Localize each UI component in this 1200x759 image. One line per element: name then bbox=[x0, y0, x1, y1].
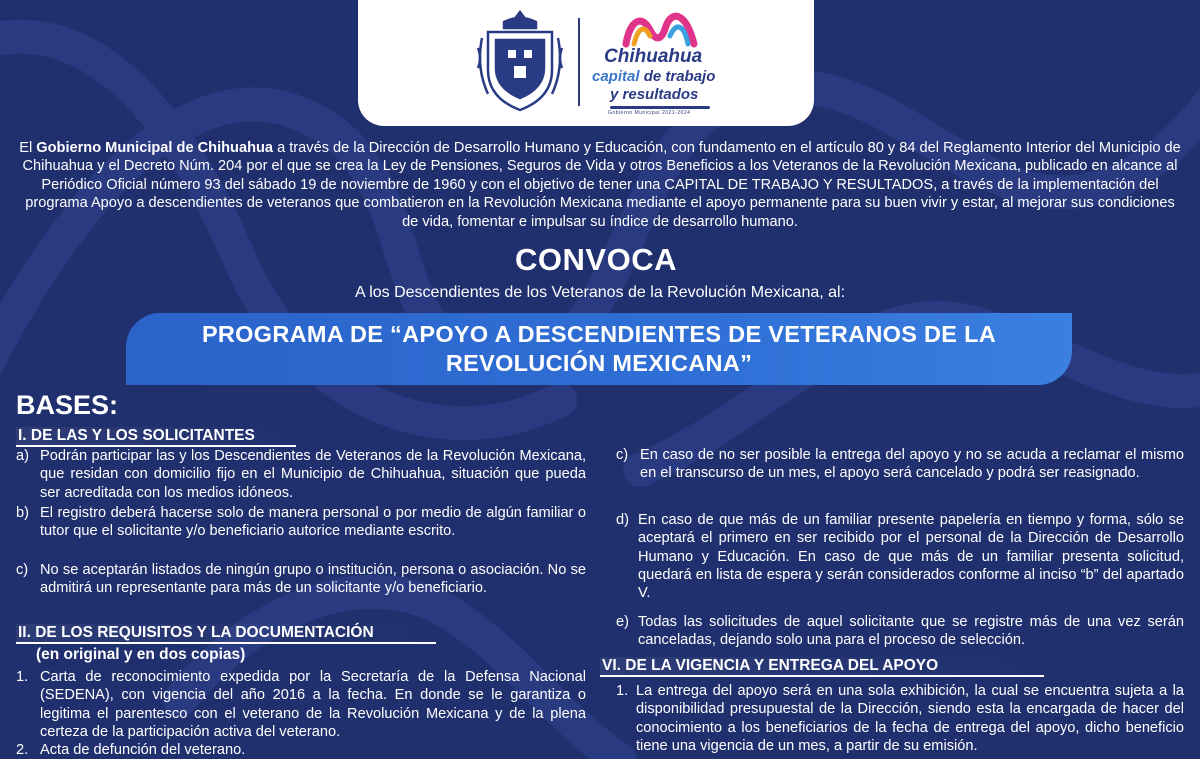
program-title-line1: PROGRAMA DE “APOYO A DESCENDIENTES DE VETERANOS DE LA bbox=[201, 321, 997, 347]
section-heading-requisitos: II. DE LOS REQUISITOS Y LA DOCUMENTACIÓN bbox=[16, 624, 436, 644]
item-marker: a) bbox=[16, 448, 29, 464]
list-item bbox=[16, 447, 586, 502]
brand-accent-word: capital bbox=[592, 68, 640, 85]
intro-body: a través de la Dirección de Desarrollo Humano y Educación, con fundamento en el artículo 80 y 84 del Reglamento Interior del Municipio de Chihuahua y el Decreto Núm. 204 por el que se crea la Ley de Pensiones, Seguros de Vida y otros Beneficios a los Veteranos de la Revolución Mexicana, publicado en alcance al Periódico Oficial número 93 del sábado 19 de noviembre de 1960 y con el objetivo de tener una CAPITAL DE TRABAJO Y RESULTADOS, a través de la implementación del programa Apoyo a descendientes de veteranos que combatieron en la Revolución Mexicana mediante el apoyo permanente para su buen vivir y estar, al mejorar sus condiciones de vida, fomentar e impulsar su índice de desarrollo humano. bbox=[22, 140, 1181, 230]
item-text: En caso de no ser posible la entrega del apoyo y no se acuda a reclamar el mismo en el transcurso de un mes, el apoyo será cancelado y podrá ser reasignado. bbox=[640, 447, 1184, 482]
brand-line2-rest: de trabajo bbox=[643, 68, 716, 85]
list-item bbox=[616, 511, 1184, 602]
item-marker: d) bbox=[616, 512, 629, 528]
program-title-line2: REVOLUCIÓN MEXICANA” bbox=[445, 350, 753, 376]
program-title-banner bbox=[126, 313, 1072, 385]
item-marker: b) bbox=[16, 505, 29, 521]
item-marker: 1. bbox=[16, 669, 29, 685]
item-marker: c) bbox=[616, 447, 629, 463]
list-item bbox=[616, 446, 1184, 483]
item-marker: 2. bbox=[16, 742, 29, 758]
brand-name-line1: Chihuahua bbox=[604, 46, 703, 67]
item-text: Carta de reconocimiento expedida por la Secretaría de la Defensa Nacional (SEDENA), con vigencia del año 2016 a la fecha. En donde se le garantiza o legitima el parentesco con el veterano de la Revolución Mexicana y de la plena certeza de la participación activa del veterano. bbox=[40, 669, 586, 740]
item-marker: 1. bbox=[616, 683, 629, 699]
convoca-subtitle: A los Descendientes de los Veteranos de la Revolución Mexicana, al: bbox=[354, 284, 846, 301]
item-text: El registro deberá hacerse solo de manera personal o por medio de algún familiar o tutor que el solicitante y/o beneficiario autorice mediante escrito. bbox=[40, 505, 586, 540]
list-item bbox=[16, 504, 586, 541]
coat-of-arms-icon bbox=[474, 8, 566, 116]
item-text: No se aceptarán listados de ningún grupo o institución, persona o asociación. No se admitirá un representante para más de un solicitante y/o beneficiario. bbox=[40, 562, 586, 597]
brand-name-line3: y resultados bbox=[610, 86, 699, 103]
intro-paragraph bbox=[16, 139, 1184, 231]
header-logo-card bbox=[358, 0, 814, 126]
section-heading-solicitantes: I. DE LAS Y LOS SOLICITANTES bbox=[16, 427, 296, 447]
list-item bbox=[16, 741, 586, 759]
bases-heading: BASES: bbox=[16, 390, 119, 420]
logo-divider bbox=[578, 18, 580, 106]
section-heading-vigencia: VI. DE LA VIGENCIA Y ENTREGA DEL APOYO bbox=[600, 657, 1044, 677]
section-subheading-copias: (en original y en dos copias) bbox=[36, 646, 246, 663]
program-title bbox=[202, 320, 996, 378]
list-item bbox=[616, 613, 1184, 650]
item-text: En caso de que más de un familiar presente papelería en tiempo y forma, sólo se aceptará el primero en ser recibido por el personal de la Dirección de Desarrollo Humano y Educación. En caso de que más de un familiar presenta solicitud, quedará en lista de espera y serán considerados conforme al inciso “b” del apartado V. bbox=[638, 512, 1184, 602]
intro-lead: El bbox=[19, 140, 33, 156]
brand-tagline: Gobierno Municipal 2021-2024 bbox=[608, 110, 691, 116]
brand-m-logo-icon bbox=[620, 10, 700, 50]
item-text: Podrán participar las y los Descendientes de Veteranos de la Revolución Mexicana, que residan con domicilio fijo en el Municipio de Chihuahua, situación que pueda ser acreditada con los medios idóneos. bbox=[40, 448, 586, 501]
brand-name-line2 bbox=[592, 68, 792, 85]
item-text: La entrega del apoyo será en una sola exhibición, la cual se encuentra sujeta a la disponibilidad presupuestal de la Dirección, siendo esta la encargada de hacer del conocimiento a los beneficiarios de la fecha de entrega del apoyo, dicho beneficio tiene una vigencia de un mes, a partir de su emisión. bbox=[636, 683, 1184, 754]
item-marker: c) bbox=[16, 562, 29, 578]
convoca-title: CONVOCA bbox=[515, 242, 677, 277]
item-text: Acta de defunción del veterano. bbox=[40, 742, 246, 758]
brand-underline bbox=[610, 106, 710, 109]
item-marker: e) bbox=[616, 614, 629, 630]
item-text: Todas las solicitudes de aquel solicitante que se registre más de una vez serán canceladas, dejando solo una para el proceso de selección. bbox=[638, 614, 1184, 649]
list-item bbox=[16, 668, 586, 741]
intro-bold-entity: Gobierno Municipal de Chihuahua bbox=[36, 140, 274, 156]
list-item bbox=[616, 682, 1184, 755]
list-item bbox=[16, 561, 586, 598]
